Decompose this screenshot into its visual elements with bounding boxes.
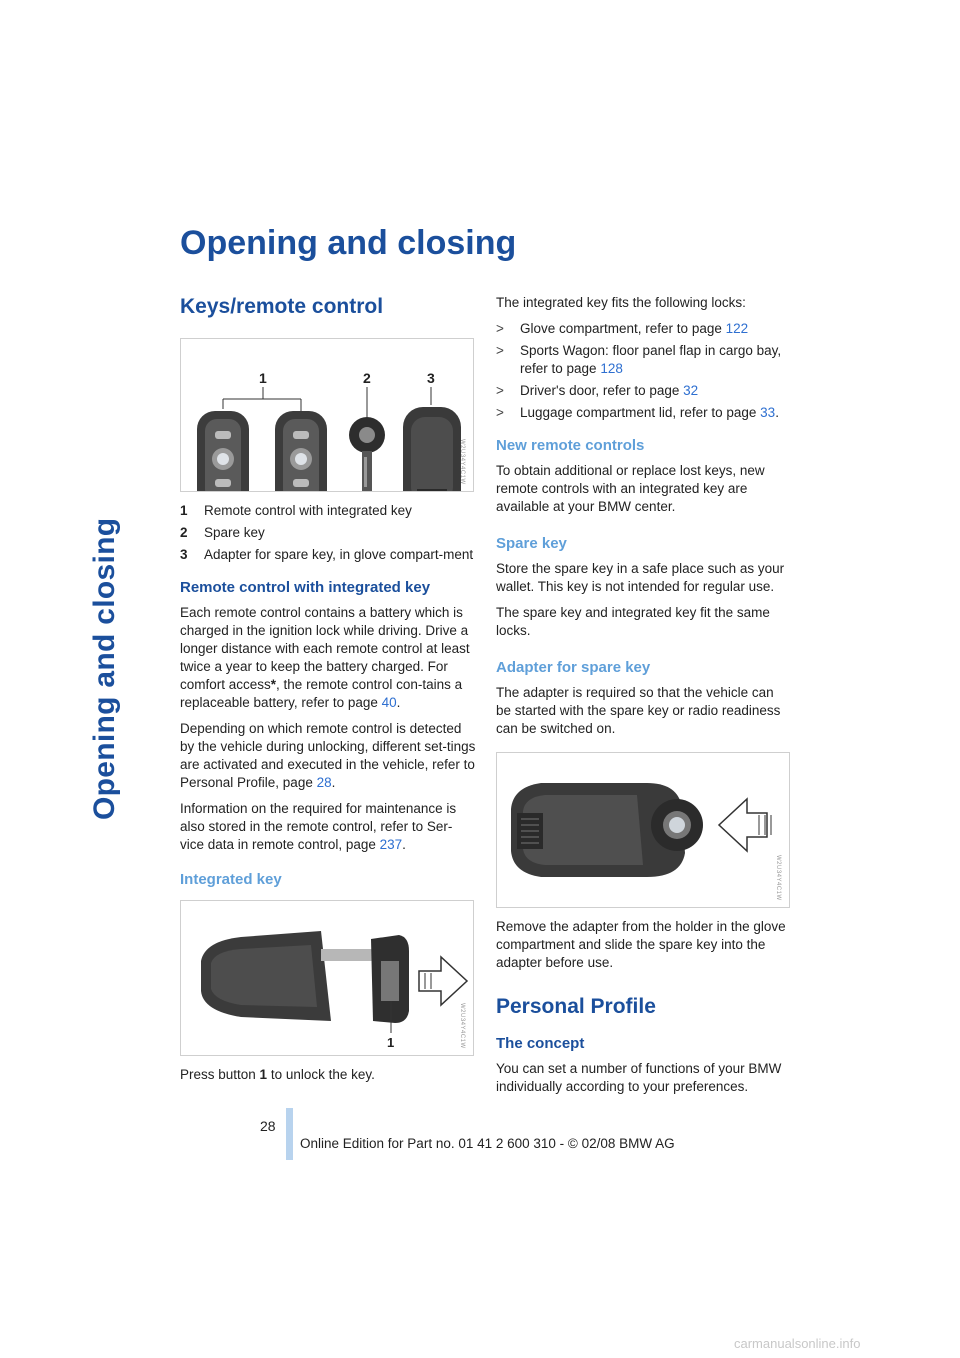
paragraph-text: Depending on which remote control is detected by the vehicle during unlocking, different set-tings are activated and executed in the vehicle, refer to Personal Profile, page	[180, 721, 476, 790]
arrow-right-icon	[419, 957, 467, 1005]
left-column	[180, 294, 476, 1092]
paragraph-text: .	[331, 775, 336, 790]
list-item-text: Glove compartment, refer to page	[520, 321, 726, 336]
optional-equipment-star: *	[270, 677, 277, 692]
page-link-33[interactable]: 33	[760, 405, 776, 420]
page-title: Opening and closing	[180, 224, 517, 262]
legend-item	[180, 524, 476, 542]
integrated-key-illustration	[181, 901, 473, 1055]
bullet-glyph: >	[496, 343, 504, 358]
footer-edition-text: Online Edition for Part no. 01 41 2 600 310 - © 02/08 BMW AG	[300, 1136, 675, 1151]
adapter-heading: Adapter for spare key	[496, 659, 651, 676]
paragraph-text: to unlock the key.	[267, 1067, 375, 1082]
remote-control-icon	[197, 411, 249, 491]
legend-item	[180, 546, 476, 564]
figure-code: W2U34Y4C1W	[775, 855, 781, 901]
remote-control-icon	[201, 931, 381, 1021]
figure-legend	[180, 502, 476, 564]
paragraph-text: , the remote control con-tains a replaceable battery, refer to page	[180, 677, 463, 710]
page-link-237[interactable]: 237	[379, 837, 403, 852]
page-link-128[interactable]: 128	[600, 361, 623, 376]
paragraph-text: Information on the required for maintenance is also stored in the remote control, refer to Ser-vice data in remote control, page	[180, 801, 457, 852]
spare-key-text-1: Store the spare key in a safe place such as your wallet. This key is not intended for regular use.	[496, 561, 785, 594]
legend-item	[180, 502, 476, 520]
page-link-40[interactable]: 40	[381, 695, 397, 710]
locks-list	[496, 320, 792, 422]
adapter-text: The adapter is required so that the vehicle can be started with the spare key or radio readiness can be switched on.	[496, 685, 781, 736]
locks-intro: The integrated key fits the following locks:	[496, 295, 746, 310]
paragraph-text: Each remote control contains a battery which is charged in the ignition lock while driving. Drive a longer distance with each remote control at least twice a year to keep the battery charged. For comfort access	[180, 605, 470, 692]
page-number: 28	[260, 1118, 276, 1134]
paragraph-text: Press button	[180, 1067, 260, 1082]
list-item	[496, 342, 792, 378]
paragraph-text: .	[396, 695, 401, 710]
callout-1: 1	[387, 1035, 395, 1050]
integrated-key-heading: Integrated key	[180, 871, 282, 888]
paragraph-text: .	[402, 837, 406, 852]
page-link-28[interactable]: 28	[316, 775, 332, 790]
spare-key-heading: Spare key	[496, 535, 567, 552]
adapter-figure	[496, 752, 790, 908]
key-blade-icon	[371, 935, 409, 1023]
bullet-glyph: >	[496, 321, 504, 336]
press-button-paragraph	[180, 1066, 476, 1084]
right-column	[496, 294, 792, 1104]
spare-key-icon	[651, 799, 703, 851]
keys-figure	[180, 338, 474, 492]
legend-text: Spare key	[204, 525, 265, 540]
page-link-122[interactable]: 122	[725, 321, 749, 336]
bullet-glyph: >	[496, 405, 504, 420]
keys-illustration	[181, 339, 473, 491]
page-link-32[interactable]: 32	[683, 383, 699, 398]
maintenance-paragraph	[180, 800, 476, 854]
battery-paragraph	[180, 604, 476, 712]
personal-profile-heading: Personal Profile	[496, 995, 656, 1018]
adapter-illustration	[497, 753, 789, 907]
list-item-text: .	[775, 405, 779, 420]
figure-code: W2U34Y4C1W	[459, 1003, 465, 1049]
list-item	[496, 404, 792, 422]
legend-number: 3	[180, 547, 188, 562]
bullet-glyph: >	[496, 383, 504, 398]
watermark: carmanualsonline.info	[734, 1336, 861, 1351]
callout-1: 1	[259, 370, 267, 386]
legend-number: 1	[180, 503, 188, 518]
settings-paragraph	[180, 720, 476, 792]
figure-code: W2U34Y4C1W	[459, 439, 465, 485]
section-title-keys: Keys/remote control	[180, 295, 384, 318]
integrated-key-figure	[180, 900, 474, 1056]
list-item-text: Sports Wagon: floor panel flap in cargo bay, refer to page	[520, 343, 782, 376]
list-item	[496, 320, 792, 338]
legend-text: Adapter for spare key, in glove compart-ment	[204, 547, 474, 562]
new-remote-controls-text: To obtain additional or replace lost keys, new remote controls with an integrated key are available at your BMW center.	[496, 463, 765, 514]
button-number: 1	[259, 1067, 268, 1082]
remote-control-icon	[275, 411, 327, 491]
remote-control-heading: Remote control with integrated key	[180, 579, 431, 596]
remove-adapter-text: Remove the adapter from the holder in the glove compartment and slide the spare key into the adapter before use.	[496, 919, 786, 970]
new-remote-controls-heading: New remote controls	[496, 437, 645, 454]
concept-text: You can set a number of functions of your BMW individually according to your preferences.	[496, 1061, 782, 1094]
spare-key-icon	[349, 417, 385, 491]
legend-text: Remote control with integrated key	[204, 503, 412, 518]
legend-number: 2	[180, 525, 188, 540]
list-item-text: Luggage compartment lid, refer to page	[520, 405, 761, 420]
side-chapter-title: Opening and closing	[88, 517, 121, 820]
arrow-left-icon	[719, 799, 771, 851]
callout-2: 2	[363, 370, 371, 386]
footer-accent-bar	[286, 1108, 293, 1160]
callout-3: 3	[427, 370, 435, 386]
list-item-text: Driver's door, refer to page	[520, 383, 684, 398]
spare-key-text-2: The spare key and integrated key fit the same locks.	[496, 605, 770, 638]
list-item	[496, 382, 792, 400]
concept-heading: The concept	[496, 1035, 585, 1052]
